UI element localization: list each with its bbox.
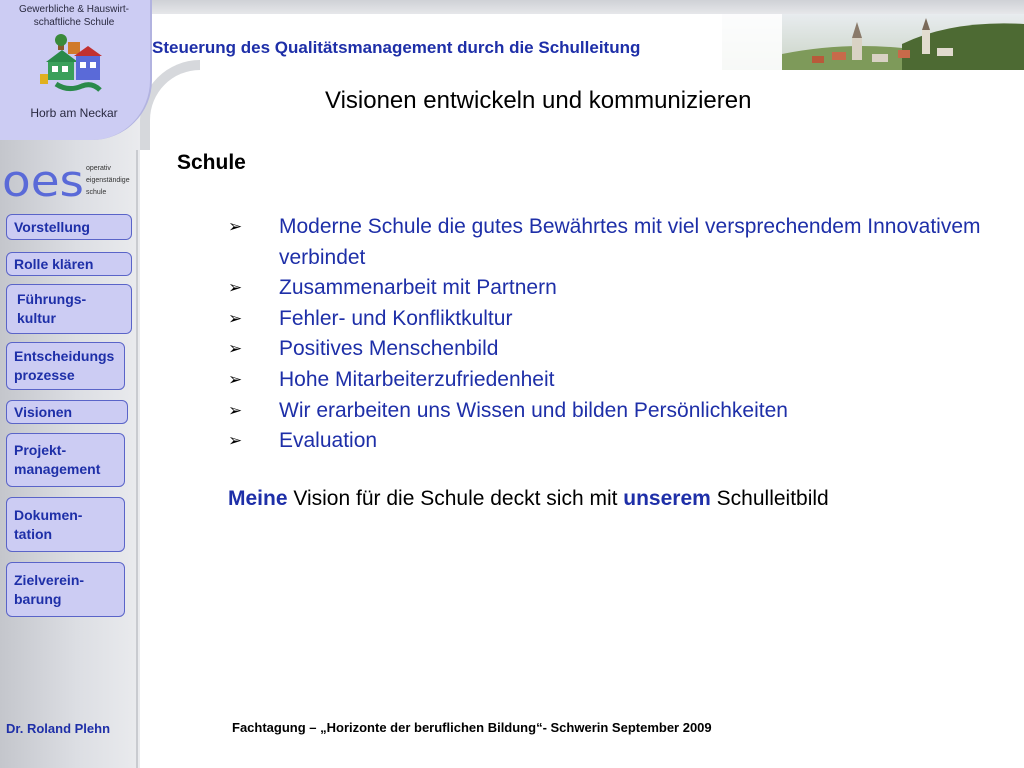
school-name-line2: schaftliche Schule [33, 17, 115, 28]
slide-title: Visionen entwickeln und kommunizieren [325, 87, 752, 114]
bullet-text: Hohe Mitarbeiterzufriedenheit [279, 367, 555, 391]
vision-statement [228, 487, 829, 511]
footer-event: Fachtagung – „Horizonte der beruflichen Bildung“- Schwerin September 2009 [232, 720, 712, 735]
oes-wordmark-icon [0, 158, 86, 204]
school-name-line1: Gewerbliche & Hauswirt- [18, 4, 130, 15]
arrow-bullet-icon: ➢ [228, 308, 243, 328]
statement-text-end: Schulleitbild [710, 487, 829, 510]
statement-highlight-meine: Meine [228, 487, 288, 510]
oes-line2: eigenständige [86, 177, 130, 184]
list-item [228, 334, 988, 365]
statement-highlight-unserem: unserem [623, 487, 711, 510]
arrow-bullet-icon: ➢ [228, 217, 243, 236]
arrow-bullet-icon: ➢ [228, 339, 243, 359]
arrow-bullet-icon: ➢ [228, 400, 243, 420]
list-item [228, 426, 988, 457]
oes-line1: operativ [86, 165, 111, 172]
nav-vorstellung[interactable]: Vorstellung [6, 214, 132, 240]
header-band [140, 0, 1024, 14]
arrow-bullet-icon: ➢ [228, 369, 243, 389]
oes-acronym: oes [2, 158, 84, 204]
bullet-text: Evaluation [279, 429, 378, 453]
nav-rolle-klaeren[interactable]: Rolle klären [6, 252, 132, 276]
sidebar-divider [136, 150, 138, 768]
oes-line3: schule [86, 189, 107, 196]
list-item [228, 273, 988, 304]
arrow-bullet-icon: ➢ [228, 431, 243, 451]
school-city: Horb am Neckar [30, 106, 118, 120]
bullet-text: Moderne Schule die gutes Bewährtes mit viel versprechendem Innovativem verbindet [279, 215, 981, 269]
nav-projektmanagement[interactable]: Projekt- management [6, 433, 125, 487]
school-logo-panel [0, 0, 152, 140]
bullet-text: Fehler- und Konfliktkultur [279, 306, 513, 330]
school-emblem-icon [38, 32, 108, 102]
presentation-title: Steuerung des Qualitätsmanagement durch die Schulleitung [152, 38, 641, 57]
list-item [228, 365, 988, 396]
footer-author: Dr. Roland Plehn [6, 721, 111, 736]
nav-zielvereinbarung[interactable]: Zielverein- barung [6, 562, 125, 617]
list-item [228, 212, 988, 273]
nav-visionen[interactable]: Visionen [6, 400, 128, 424]
list-item [228, 304, 988, 335]
oes-logo [0, 158, 140, 204]
arrow-bullet-icon: ➢ [228, 278, 243, 298]
bullet-text: Positives Menschenbild [279, 337, 499, 361]
bullet-text: Zusammenarbeit mit Partnern [279, 276, 557, 300]
nav-dokumentation[interactable]: Dokumen- tation [6, 497, 125, 552]
bullet-list [228, 212, 988, 457]
village-photo [722, 14, 1024, 70]
nav-entscheidungsprozesse[interactable]: Entscheidungs prozesse [6, 342, 125, 390]
section-heading: Schule [177, 151, 246, 174]
list-item [228, 396, 988, 427]
bullet-text: Wir erarbeiten uns Wissen und bilden Persönlichkeiten [279, 398, 788, 422]
statement-text: Vision für die Schule deckt sich mit [287, 487, 624, 510]
school-name [0, 3, 148, 29]
nav-fuehrungskultur[interactable]: Führungs- kultur [6, 284, 132, 334]
